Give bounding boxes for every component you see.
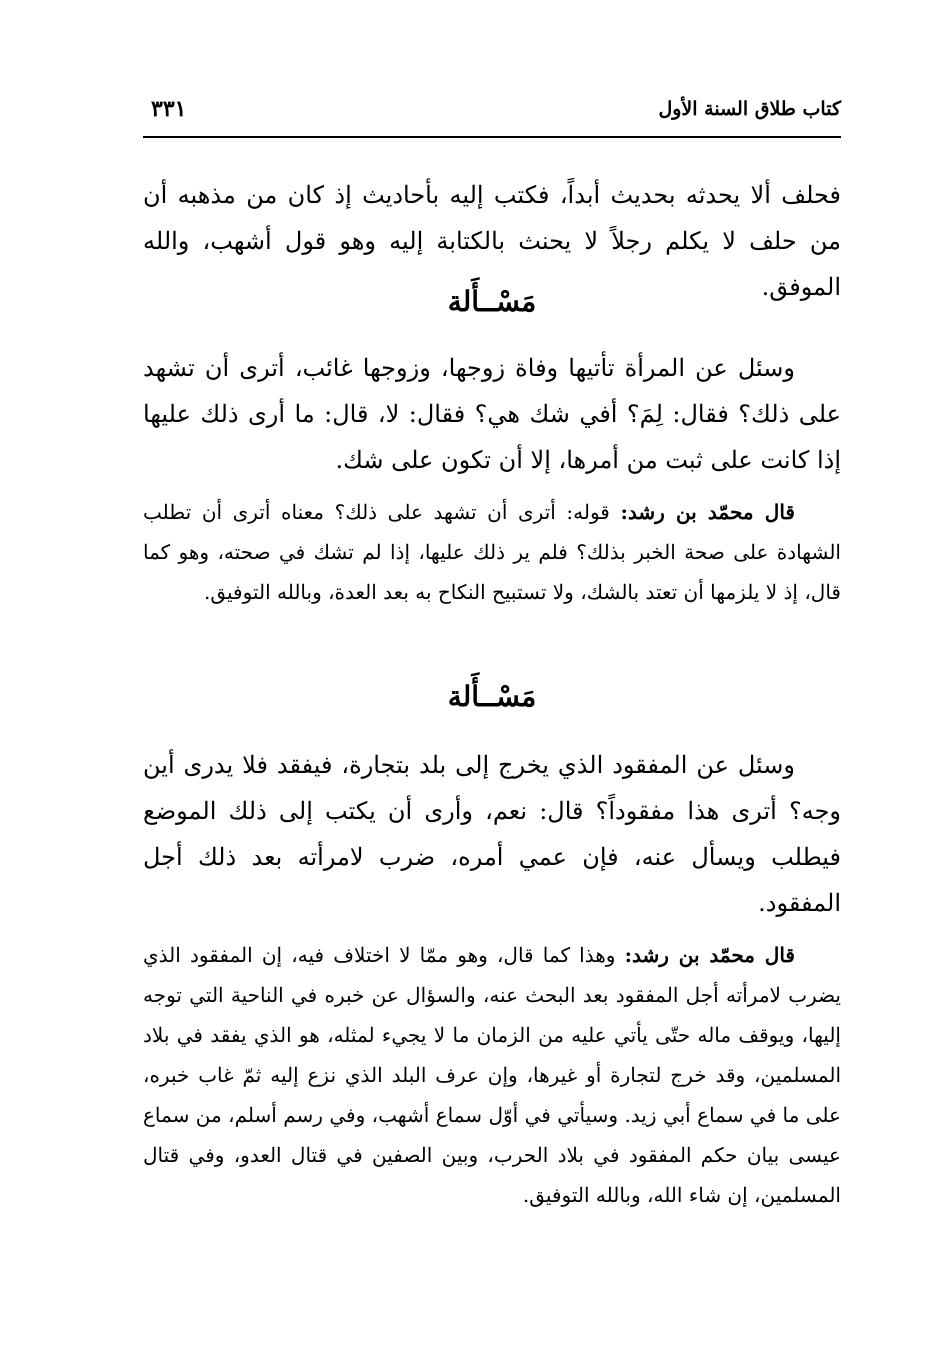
page-header: [143, 96, 841, 138]
commentary-paragraph: [143, 492, 841, 612]
question-paragraph: [143, 345, 841, 483]
commentary-text: قوله: أترى أن تشهد على ذلك؟ معناه أترى أن تطلب الشهادة على صحة الخبر بذلك؟ فلم ير ذلك عليها، إذا لم تشك في صحته، وهو كما قال، إذ لا يلزمها أن تعتد بالشك، ولا تستبيح النكاح به بعد العدة، وبالله التوفيق.: [143, 500, 841, 604]
question-text: وسئل عن المفقود الذي يخرج إلى بلد بتجارة، فيفقد فلا يدرى أين وجه؟ أترى هذا مفقوداً؟ قال: نعم، وأرى أن يكتب إلى ذلك الموضع فيطلب ويسأل عنه، فإن عمي أمره، ضرب لامرأته بعد ذلك أجل المفقود.: [143, 751, 841, 917]
question-paragraph: [143, 742, 841, 926]
section-heading: مَسْــأَلة: [447, 285, 537, 318]
commentary-text: وهذا كما قال، وهو ممّا لا اختلاف فيه، إن المفقود الذي يضرب لامرأته أجل المفقود بعد البحث عنه، والسؤال عن خبره في الناحية التي توجه إليها، ويوقف ماله حتّى يأتي عليه من الزمان ما لا يجيء لمثله، هو الذي يفقد في بلاد المسلمين، وقد خرج لتجارة أو غيرها، وإن عرف البلد الذي نزع إليه ثمّ غاب خبره، على ما في سماع أبي زيد. وسيأتي في أوّل سماع أشهب، وفي رسم أسلم، من سماع عيسى بيان حكم المفقود في بلاد الحرب، وبين الصفين في قتال العدو، وفي قتال المسلمين، إن شاء الله، وبالله التوفيق.: [143, 943, 841, 1207]
page-number: ٣٣١: [151, 96, 187, 122]
commentator-name: قال محمّد بن رشد:: [620, 500, 795, 524]
running-title: كتاب طلاق السنة الأول: [658, 98, 841, 120]
paragraph-text: فحلف ألا يحدثه بحديث أبداً، فكتب إليه بأحاديث إذ كان من مذهبه أن من حلف لا يكلم رجلاً لا يحنث بالكتابة إليه وهو قول أشهب، والله الموفق.: [143, 181, 841, 301]
commentator-name: قال محمّد بن رشد:: [624, 943, 795, 967]
section-heading: مَسْــأَلة: [447, 680, 537, 713]
question-text: وسئل عن المرأة تأتيها وفاة زوجها، وزوجها غائب، أترى أن تشهد على ذلك؟ فقال: لِمَ؟ أفي شك هي؟ فقال: لا، قال: ما أرى ذلك عليها إذا كانت على ثبت من أمرها، إلا أن تكون على شك.: [143, 354, 841, 474]
commentary-paragraph: [143, 935, 841, 1215]
